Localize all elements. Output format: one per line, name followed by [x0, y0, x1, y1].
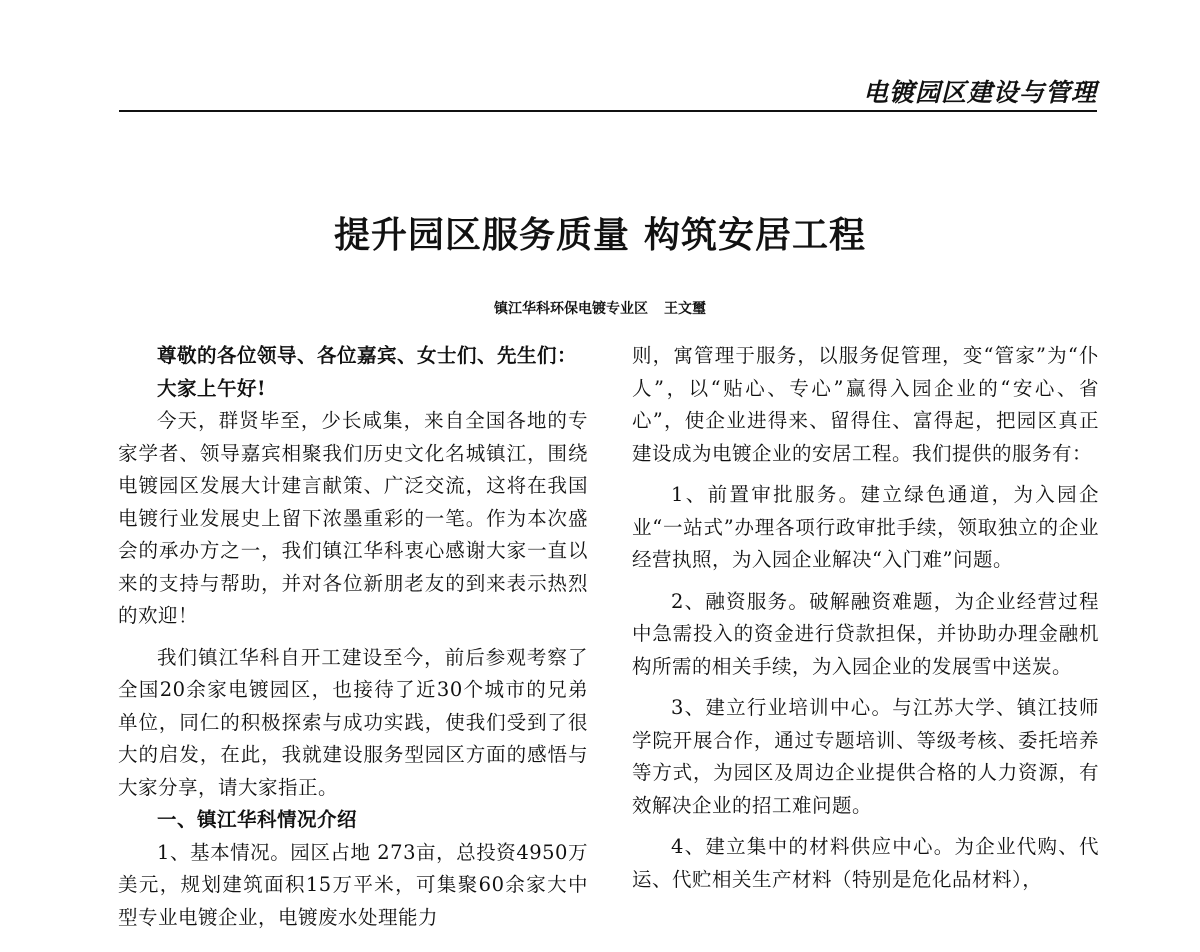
left-column [118, 340, 588, 934]
service-item-3: 3、建立行业培训中心。与江苏大学、镇江技师学院开展合作，通过专题培训、等级考核、委托培养等方式，为园区及周边企业提供合格的人力资源，有效解决企业的招工难问题。 [632, 696, 1099, 817]
section-heading-1: 一、镇江华科情况介绍 [157, 808, 358, 831]
intro-paragraph: 今天，群贤毕至，少长咸集，来自全国各地的专家学者、领导嘉宾相聚我们历史文化名城镇江，围绕电镀园区发展大计建言献策、广泛交流，这将在我国电镀行业发展史上留下浓墨重彩的一笔。作为本次盛会的承办方之一，我们镇江华科衷心感谢大家一直以来的支持与帮助，并对各位新朋老友的到来表示热烈的欢迎！ [118, 409, 588, 627]
byline [0, 299, 1200, 319]
basic-info-paragraph: 1、基本情况。园区占地 273亩，总投资4950万美元，规划建筑面积15万平米，可集聚60余家大中型专业电镀企业，电镀废水处理能力 [118, 840, 588, 929]
service-item-4: 4、建立集中的材料供应中心。为企业代购、代运、代贮相关生产材料（特别是危化品材料）， [632, 835, 1099, 891]
service-item-1: 1、前置审批服务。建立绿色通道，为入园企业“一站式”办理各项行政审批手续，领取独立的企业经营执照，为入园企业解决“入门难”问题。 [632, 483, 1099, 571]
article-title [0, 212, 1200, 260]
visit-paragraph: 我们镇江华科自开工建设至今，前后参观考察了全国20余家电镀园区，也接待了近30个城市的兄弟单位，同仁的积极探索与成功实践，使我们受到了很大的启发，在此，我就建设服务型园区方面的感悟与大家分享，请大家指正。 [118, 645, 588, 799]
services-intro-paragraph: 则，寓管理于服务，以服务促管理，变“管家”为“仆人”，以“贴心、专心”赢得入园企业的“安心、省心”，使企业进得来、留得住、富得起，把园区真正建设成为电镀企业的安居工程。我们提供的服务有： [632, 344, 1099, 465]
greeting: 大家上午好! [157, 376, 267, 400]
article-title-part2: 构筑安居工程 [644, 215, 867, 256]
right-column [632, 340, 1099, 896]
author-name: 王文璽 [664, 301, 706, 317]
section-header: 电镀园区建设与管理 [862, 78, 1097, 107]
author-organization: 镇江华科环保电镀专业区 [494, 301, 648, 317]
article-title-part1: 提升园区服务质量 [333, 215, 630, 256]
salutation: 尊敬的各位领导、各位嘉宾、女士们、先生们： [157, 344, 578, 367]
service-item-2: 2、融资服务。破解融资难题，为企业经营过程中急需投入的资金进行贷款担保，并协助办理金融机构所需的相关手续，为入园企业的发展雪中送炭。 [632, 589, 1099, 678]
header-rule [119, 110, 1097, 112]
